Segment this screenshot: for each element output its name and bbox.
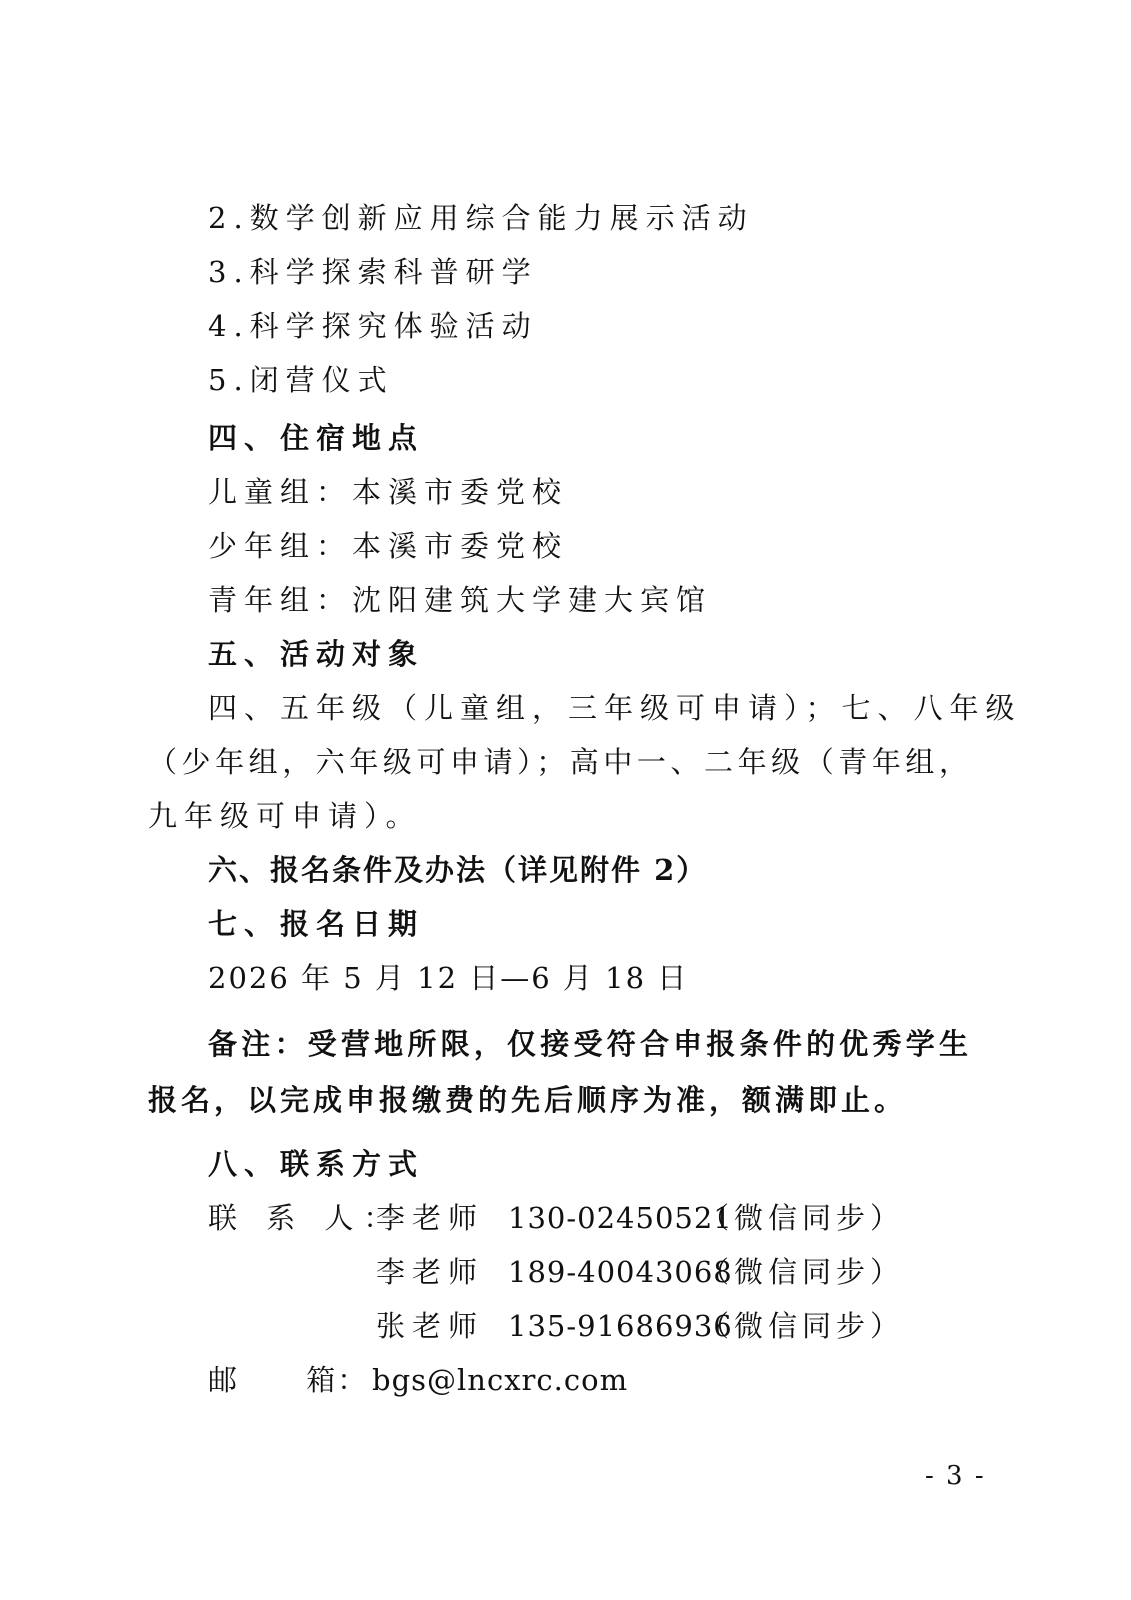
accommodation-item: 青年组：沈阳建筑大学建大宾馆 bbox=[208, 583, 713, 617]
accommodation-item: 少年组：本溪市委党校 bbox=[208, 529, 569, 563]
section-heading-registration-conditions: 六、报名条件及办法（详见附件 2） bbox=[208, 853, 708, 887]
page-number: - 3 - bbox=[925, 1461, 986, 1491]
contact-note: （微信同步） bbox=[700, 1309, 905, 1343]
activity-item: 3.科学探索科普研学 bbox=[208, 255, 538, 289]
participants-text-line: （少年组，六年级可申请）；高中一、二年级（青年组， bbox=[148, 745, 968, 779]
contact-name: 张老师 bbox=[376, 1309, 485, 1343]
activity-item: 4.科学探究体验活动 bbox=[208, 309, 538, 343]
contact-note: （微信同步） bbox=[700, 1255, 905, 1289]
contact-phone: 135-91686936 bbox=[508, 1309, 733, 1343]
section-heading-participants: 五、活动对象 bbox=[208, 637, 425, 671]
email-address: bgs@lncxrc.com bbox=[372, 1363, 629, 1397]
accommodation-item: 儿童组：本溪市委党校 bbox=[208, 475, 569, 509]
email-label: 邮 箱： bbox=[208, 1363, 369, 1397]
section-heading-accommodation: 四、住宿地点 bbox=[208, 421, 425, 455]
participants-text-line: 九年级可申请）。 bbox=[148, 799, 422, 833]
contact-phone: 189-40043068 bbox=[508, 1255, 733, 1289]
participants-text-line: 四、五年级（儿童组，三年级可申请）；七、八年级 bbox=[208, 691, 1022, 725]
contact-name: 李老师 bbox=[376, 1255, 485, 1289]
activity-item: 2.数学创新应用综合能力展示活动 bbox=[208, 201, 754, 235]
contact-name: 李老师 bbox=[376, 1201, 485, 1235]
section-heading-contact: 八、联系方式 bbox=[208, 1147, 425, 1181]
section-heading-registration-date: 七、报名日期 bbox=[208, 907, 425, 941]
contact-note: （微信同步） bbox=[700, 1201, 905, 1235]
note-line: 报名，以完成申报缴费的先后顺序为准，额满即止。 bbox=[148, 1083, 908, 1117]
activity-item: 5.闭营仪式 bbox=[208, 363, 394, 397]
registration-date: 2026 年 5 月 12 日—6 月 18 日 bbox=[208, 961, 689, 995]
contact-phone: 130-02450521 bbox=[508, 1201, 733, 1235]
contact-label: 联 系 人： bbox=[208, 1201, 403, 1235]
note-line: 备注：受营地所限，仅接受符合申报条件的优秀学生 bbox=[208, 1027, 968, 1061]
